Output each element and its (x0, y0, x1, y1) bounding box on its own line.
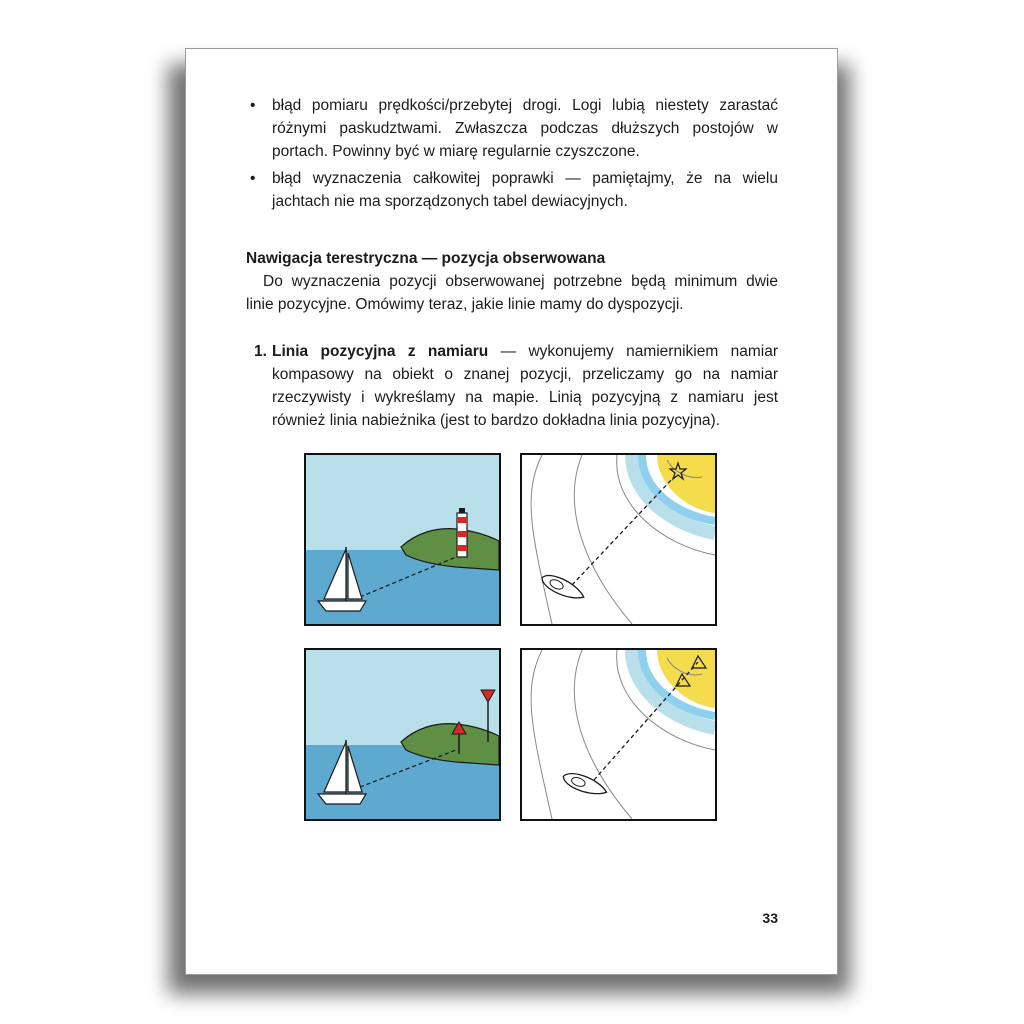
item-title: Linia pozycyjna z namiaru (272, 343, 489, 360)
illustration-leading-marks-scene (304, 648, 501, 821)
illustration-chart-lighthouse (520, 453, 717, 626)
illustration-lighthouse-scene (304, 453, 501, 626)
bullet-list (246, 94, 778, 217)
page-number: 33 (762, 910, 778, 926)
numbered-item (246, 340, 778, 432)
bullet-item: • błąd pomiaru prędkości/przebytej drogi. Logi lubią niestety zarastać różnymi paskudztwami. Zwłaszcza podczas dłuższych postojów w portach. Powinny być w miarę regularnie czyszczone. (246, 94, 778, 163)
item-body: — wykonujemy namiernikiem namiar kompasowy na obiekt o znanej pozycji, przeliczamy go na namiar rzeczywisty i wykreślamy na mapie. Linią pozycyjną z namiaru jest również linia nabieżnika (jest to bardzo dokładna linia pozycyjna). (272, 343, 778, 429)
bullet-item: • błąd wyznaczenia całkowitej poprawki — pamiętajmy, że na wielu jachtach nie ma sporządzonych tabel dewiacyjnych. (246, 167, 778, 213)
item-number: 1. (254, 343, 267, 360)
section-heading: Nawigacja terestryczna — pozycja obserwowana (246, 250, 606, 267)
lighthouse-icon (457, 508, 467, 557)
section-paragraph: Do wyznaczenia pozycji obserwowanej potrzebne będą minimum dwie linie pozycyjne. Omówimy teraz, jakie linie mamy do dyspozycji. (246, 273, 778, 313)
illustration-chart-leading-line (520, 648, 717, 821)
